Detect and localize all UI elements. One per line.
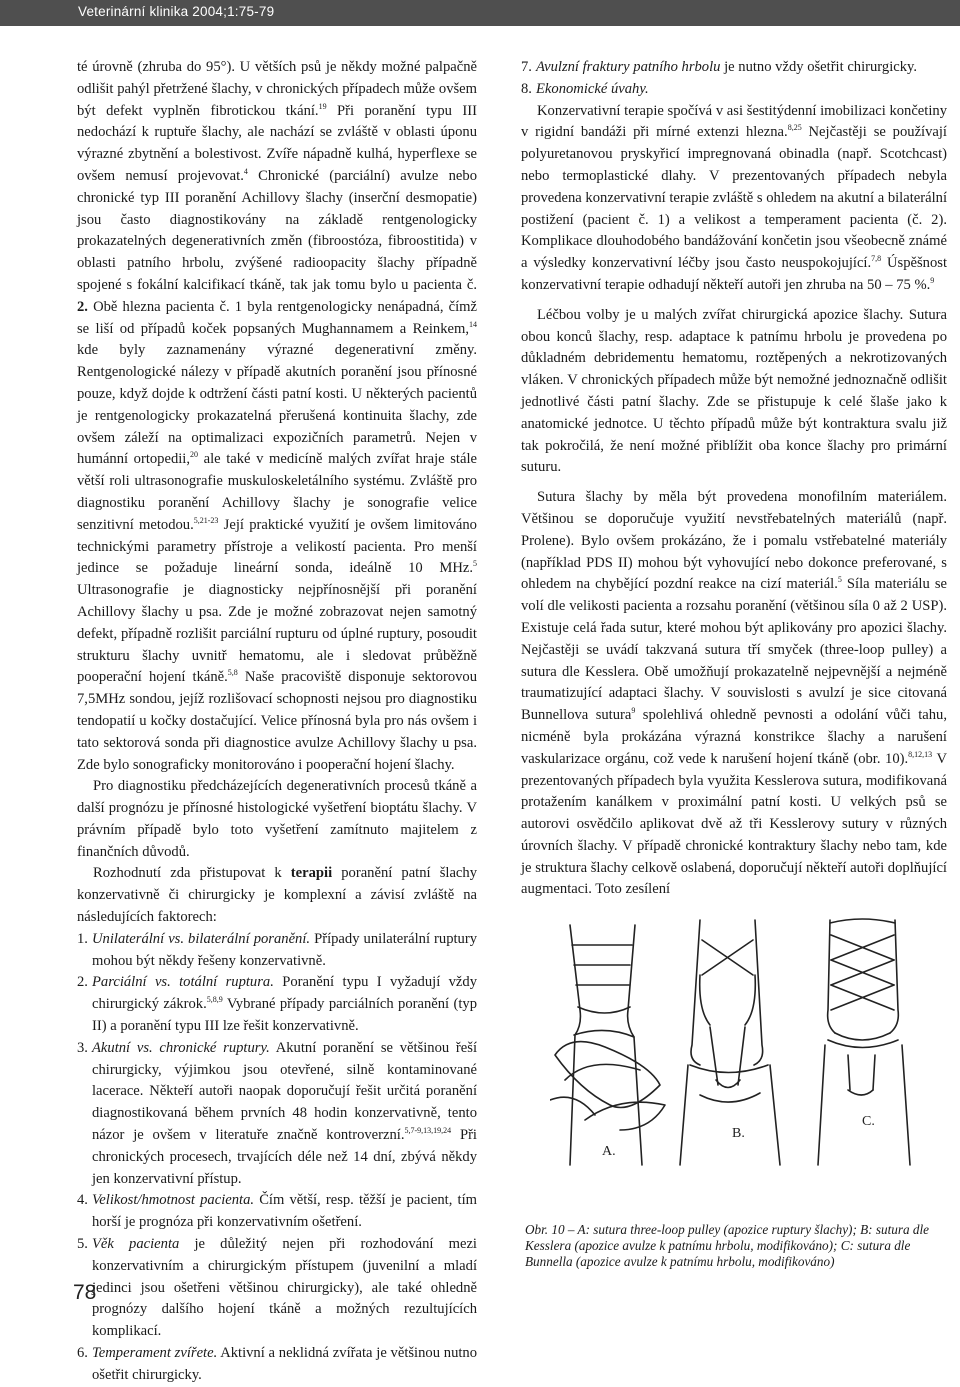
list-item: 7. Avulzní fraktury patního hrbolu je nutno vždy ošetřit chirurgicky. [521, 59, 918, 75]
paragraph: té úrovně (zhruba do 95°). U větších psů je někdy možné palpačně odlišit pahýl přetržené šlachy, v chronických případech může ovšem být defekt vyplněn fibrotickou tkání.$^{19}$ Při poranění typu III nedochází k ruptuře šlachy, ale nachází se zvláště v oblasti úponu výrazné zbytnění a bolestivost. Zvíře nápadně kulhá, hyperflexe se ovšem nemusí projevovat.$^4$ Chronické (parciální) avulze nebo chronické typ III poranění Achillovy šlachy (inserční desmopatie) jsou často diagnostikovány na základě rentgenologicky prokazatelných degenerativních změn (fibroostóza, fibroostitida) v oblasti patního hrbolu, zvýšené radioopacity šlachy případně spojené s fokální kalcifikací tkáně, tak jak tomu bylo u pacienta č. 2. Obě hlezna pacienta č. 1 byla rentgenologicky nenápadná, čímž se liší od případů koček popsaných Mughannamem a Reinkem,$^{14}$ kde byly zaznamenány výrazné degenerativní změny. Rentgenologické nálezy v případě akutních poranění jsou přínosné pouze, když dojde k odtržení části patní kosti. U některých pacientů je rentgenologicky prokazatelná přerušená kontinuita šlachy, zde ovšem záleží na optimalizaci expozičních parametrů. Nejen v humánní ortopedii,$^{20}$ ale také v medicíně malých zvířat hraje stále větší roli ultrasonografie muskuloskeletálního systému. Zvláště pro diagnostiku poranění Achillovy šlachy je sonografie velice senzitivní metodou.$^{5,21-23}$ Její praktické využití je ovšem limitováno technickými parametry přístroje a velikostí pacienta. Pro menší jedince se požaduje lineární sonda, ideálně 10 MHz.$^5$ Ultrasonografie je diagnosticky nejpřínosnější při poranění Achillovy šlachy u psa. Zde je možné zobrazovat nejen samotný defekt, případně rozlišit parciální rupturu od úplné ruptury, posoudit strukturu šlachy uvnitř hematomu, ale i sledovat průběžně pooperační hojení tkáně.$^{5,8}$ Naše pracoviště disponuje sektorovou 7,5MHz sondou, jejíž rozlišovací schopnosti nejsou pro diagnostiku tendopatií u kočky dostačující. Velice přínosná byla pro nás ovšem i tato sektorová sonda při diagnostice avulze Achillovy šlachy u psa. Zde bylo sonograficky monitorováno i pooperační hojení šlachy. [77, 59, 478, 773]
header-bar [0, 0, 960, 26]
paragraph: Sutura šlachy by měla být provedena monofilním materiálem. Většinou se doporučuje využití nevstřebatelných materiálů (např. Prolene). Bylo ovšem prokázáno, že i pomalu vstřebatelné materiály (například PDS II) mohou být vyhovující nebo dokonce preferované, s ohledem na chybějící pozdní reakce na cizí materiál.$^5$ Síla materiálu se volí dle velikosti pacienta a rozsahu poranění (většinou síla 0 až 2 USP). Existuje celá řada sutur, které mohou být aplikovány pro apozici šlachy. Nejčastěji se uvádí takzvaná sutura tří smyček (three-loop pulley) a sutura dle Kesslera. Obě umožňují prokazatelně nejpevnější a nejméně traumatizující adaptaci šlachy. V souvislosti s avulzí je sice citovaná Bunnellova sutura$^9$ spolehlivá ohledně pevnosti a odolání vůči tahu, nicméně byla prokázána výrazná konstrikce šlachy a narušení vaskularizace orgánu, což vede k narušení hojení tkáně (obr. 10).$^{8,12,13}$ V prezentovaných případech byla využita Kesslerova sutura, modifikovaná protažením kanálkem v proximální patní kosti. U velkých psů se autorovi osvědčilo aplikovat dvě až tři Kesslerovy sutury v různých úrovních šlachy. V případě chronické kontraktury šlachy nebo tam, kde je struktura šlachy celkově oslabená, doporučují někteří autoři doplňující augmentaci. Toto zesílení [521, 489, 947, 898]
figure-caption: Obr. 10 – A: sutura three-loop pulley (apozice ruptury šlachy); B: sutura dle Kesslera (apozice avulze k patnímu hrbolu, modifikováno); C: sutura dle Bunnella (apozice avulze k patnímu hrbolu, modifikováno) [525, 1222, 929, 1269]
list-item: 1. Unilaterální vs. bilaterální poranění. Případy unilaterální ruptury mohou být někdy řešeny konzervativně. [77, 930, 478, 969]
label-c: C. [862, 1114, 875, 1129]
list-item: 3. Akutní vs. chronické ruptury. Akutní poranění se většinou řeší chirurgicky, výjimkou jsou otevřené, silně kontaminované lacerace. Někteří autoři naopak doporučují řešit určitá poranění diagnostikovaná během prvních 48 hodin konzervativně, tento názor je ovšem v literatuře značně kontroverzní.$^{5,7-9,13,19,24}$ Při chronických procesech, trvajících déle než 14 dní, zbývá někdy jen konzervativní přístup. [77, 1039, 478, 1187]
paragraph: Rozhodnutí zda přistupovat k terapii poranění patní šlachy konzervativně či chirurgicky je komplexní a závisí zvláště na následujících faktorech: [77, 865, 477, 926]
paragraph: Pro diagnostiku předcházejících degenerativních procesů tkáně a další prognózu je přínosné histologické vyšetření bioptátu šlachy. V právním případě bylo toto vyšetření zamítnuto majitelem z finančních důvodů. [77, 778, 477, 860]
factor-list [77, 929, 477, 1387]
list-item: 4. Velikost/hmotnost pacienta. Čím větší, resp. těžší je pacient, tím horší je prognóza při konzervativním ošetření. [77, 1192, 477, 1231]
label-a: A. [602, 1144, 616, 1159]
right-column [521, 57, 947, 901]
list-item: 6. Temperament zvířete. Aktivní a neklidná zvířata je většinou nutno ošetřit chirurgicky. [77, 1345, 478, 1383]
panel-b-kessler [680, 920, 780, 1165]
list-item: 8. Ekonomické úvahy. [521, 80, 649, 97]
paragraph: Konzervativní terapie spočívá v asi šestitýdenní imobilizaci končetiny v rigidní bandáži při mírné extenzi hlezna.$^{8,25}$ Nejčastěji se používají polyuretanovou pryskyřicí impregnovaná obinadla (např. Scotchcast) nebo termoplastické dlahy. V prezentovaných případech nebyla provedena konzervativní terapie zvláště s ohledem na akutní a bilaterální postižení (pacient č. 1) a velikost a temperament pacienta (č. 2). Komplikace dlouhodobého bandážování končetin jsou všeobecně známé a výsledky konzervativní léčby jsou často neuspokojující.$^{7,8}$ Úspěšnost konzervativní terapie odhadují někteří autoři jen zhruba na 50 – 75 %.$^9$ [521, 102, 947, 293]
list-item: 5. Věk pacienta je důležitý nejen při rozhodování mezi konzervativním a chirurgickým přístupem (juvenilní a mladí jedinci jsou ošetřeni většinou chirurgicky), ale také ohledně prognózy dalšího hojení tkáně a možných rezultujících komplikací. [77, 1236, 477, 1340]
paragraph: Léčbou volby je u malých zvířat chirurgická apozice šlachy. Sutura obou konců šlachy, resp. adaptace k patnímu hrbolu je provedena po důkladném debridementu hematomu, roztěpených a nekrotizovaných vláken. V chronických případech může být nemožné jednoznačně odlišit jednotlivé části patní šlachy. Zde se přistupuje k celé šlaše jako k anatomické jednotce. U těchto případů může být kontraktura svalu již tak pokročilá, že není možné přiblížit oba konce šlachy pro primární suturu. [521, 306, 947, 476]
panel-a-three-loop-pulley [550, 925, 665, 1165]
label-b: B. [732, 1126, 745, 1141]
list-item: 2. Parciální vs. totální ruptura. Poranění typu I vyžadují vždy chirurgický zákrok.$^{5,8,9}$ Vybrané případy parciálních poranění (typ II) a poranění typu III lze řešit konzervativně. [77, 974, 477, 1035]
journal-title: Veterinární klinika 2004;1:75-79 [78, 4, 275, 19]
left-column [77, 57, 477, 1387]
page-number: 78 [73, 1281, 97, 1304]
suture-illustration [550, 915, 930, 1175]
